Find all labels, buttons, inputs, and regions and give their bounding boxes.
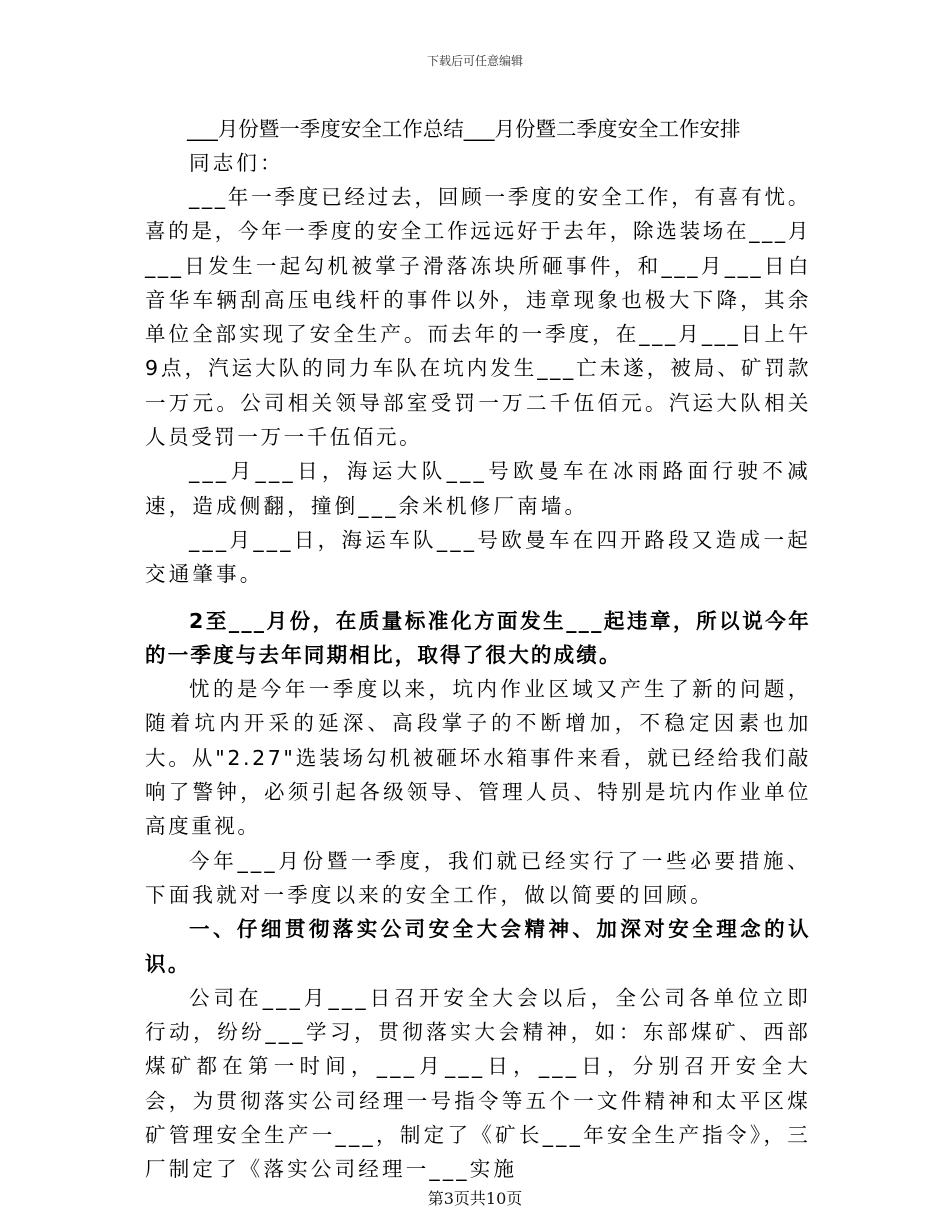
paragraph-incident-traffic: ___月___日，海运车队___号欧曼车在四开路段又造成一起交通肇事。 (145, 527, 811, 587)
paragraph-concerns: 忧的是今年一季度以来，坑内作业区域又产生了新的问题，随着坑内开采的延深、高段掌子的不断增加，不稳定因素也加大。从"2.27"选装场勾机被砸坏水箱事件来看，就已经给我们敲响了警钟，必须引起各级领导、管理人员、特别是坑内作业单位高度重视。 (145, 677, 811, 839)
page-header-note: 下载后可任意编辑 (426, 54, 523, 68)
document-body (145, 112, 811, 1187)
salutation: 同志们： (189, 151, 284, 175)
document-title: ___月份暨一季度安全工作总结___月份暨二季度安全工作安排 (187, 117, 741, 141)
paragraph-incident-rollover: ___月___日，海运大队___号欧曼车在冰雨路面行驶不减速，造成侧翻，撞倒___余米机修厂南墙。 (145, 459, 811, 518)
paragraph-review: ___年一季度已经过去，回顾一季度的安全工作，有喜有忧。喜的是，今年一季度的安全工作远远好于去年，除选装场在___月___日发生一起勾机被掌子滑落冻块所砸事件，和___月___日白音华车辆刮高压电线杆的事件以外，违章现象也极大下降，其余单位全部实现了安全生产。而去年的一季度，在___月___日上午9点，汽运大队的同力车队在坑内发生___亡未遂，被局、矿罚款一万元。公司相关领导部室受罚一万二千伍佰元。汽运大队相关人员受罚一万一千伍佰元。 (145, 185, 811, 450)
paragraph-meeting-actions: 公司在___月___日召开安全大会以后，全公司各单位立即行动，纷纷___学习，贯彻落实大会精神，如：东部煤矿、西部煤矿都在第一时间，___月___日，___日，分别召开安全大会，为贯彻落实公司经理一号指令等五个一文件精神和太平区煤矿管理安全生产一___，制定了《矿长___年安全生产指令》，三厂制定了《落实公司经理一___实施 (145, 985, 811, 1182)
paragraph-quality-summary: 2至___月份，在质量标准化方面发生___起违章，所以说今年的一季度与去年同期相比，取得了很大的成绩。 (145, 608, 811, 667)
page-number: 第3页共10页 (427, 1189, 523, 1208)
paragraph-review-intro: 今年___月份暨一季度，我们就已经实行了一些必要措施、下面我就对一季度以来的安全工作，做以简要的回顾。 (145, 848, 811, 907)
section-heading-1: 一、仔细贯彻落实公司安全大会精神、加深对安全理念的认识。 (145, 917, 811, 976)
